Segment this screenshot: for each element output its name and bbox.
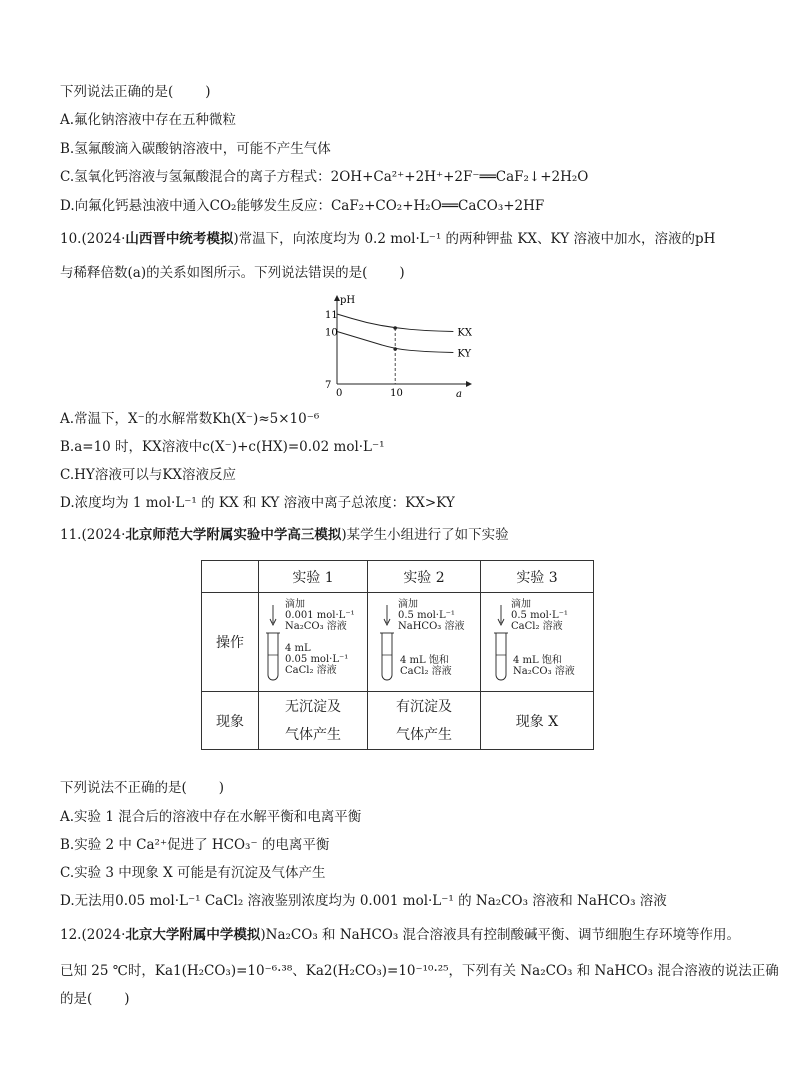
q11-option-c: C.实验 3 中现象 X 可能是有沉淀及气体产生 — [60, 865, 326, 881]
x-tick-label-10: 10 — [390, 388, 403, 399]
exp3-drop-label: 滴加 0.5 mol·L⁻¹ CaCl₂ 溶液 — [511, 599, 568, 632]
header-exp2: 实验 2 — [368, 561, 481, 593]
legend-ky: KY — [457, 348, 472, 360]
q10-stem-line1: 10.(2024·山西晋中统考模拟)常温下，向浓度均为 0.2 mol·L⁻¹ 的两种钾盐 KX、KY 溶液中加水，溶液的pH — [60, 231, 716, 247]
q11-stem: 11.(2024·北京师范大学附属实验中学高三模拟)某学生小组进行了如下实验 — [60, 527, 509, 543]
q12-stem-line1: 12.(2024·北京大学附属中学模拟)Na₂CO₃ 和 NaHCO₃ 混合溶液具有控制酸碱平衡、调节细胞生存环境等作用。 — [60, 927, 741, 943]
q9-option-c: C.氢氧化钙溶液与氢氟酸混合的离子方程式：2OH+Ca²⁺+2H⁺+2F⁻══CaF₂↓+2H₂O — [60, 169, 589, 185]
exp1-tube-label: 4 mL 0.05 mol·L⁻¹ CaCl₂ 溶液 — [285, 643, 349, 676]
y-tick-label-10: 10 — [325, 327, 338, 339]
q9-stem: 下列说法正确的是( ) — [60, 84, 211, 100]
q11-option-d: D.无法用0.05 mol·L⁻¹ CaCl₂ 溶液鉴别浓度均为 0.001 mol·L⁻¹ 的 Na₂CO₃ 溶液和 NaHCO₃ 溶液 — [60, 893, 667, 909]
exp2-tube-label: 4 mL 饱和 CaCl₂ 溶液 — [400, 655, 452, 677]
q11-source: 北京师范大学附属实验中学高三模拟 — [125, 527, 342, 543]
q11-stem2: 下列说法不正确的是( ) — [60, 780, 225, 796]
q9-option-d: D.向氟化钙悬浊液中通入CO₂能够发生反应：CaF₂+CO₂+H₂O══CaCO₃+2HF — [60, 198, 545, 214]
legend-kx: KX — [457, 327, 472, 339]
q10-option-a: A.常温下，X⁻的水解常数Kh(X⁻)≈5×10⁻⁶ — [60, 411, 320, 427]
kx-point-a10 — [393, 326, 397, 330]
ky-point-a10 — [393, 347, 397, 351]
q12-stem-line2: 已知 25 ℃时，Ka1(H₂CO₃)=10⁻⁶·³⁸、Ka2(H₂CO₃)=10⁻¹⁰·²⁵，下列有关 Na₂CO₃ 和 NaHCO₃ 混合溶液的说法正确 — [60, 963, 779, 979]
header-exp1: 实验 1 — [259, 561, 368, 593]
x-axis-label: a — [456, 389, 462, 400]
y-axis-label: pH — [340, 295, 356, 306]
table-corner — [202, 561, 259, 593]
experiment-table — [201, 560, 594, 750]
phenomenon-exp1: 无沉淀及 气体产生 — [259, 692, 368, 750]
q10-option-c: C.HY溶液可以与KX溶液反应 — [60, 467, 237, 483]
ph-dilution-chart — [315, 292, 485, 402]
q10-stem-line2: 与稀释倍数(a)的关系如图所示。下列说法错误的是( ) — [60, 265, 405, 281]
operation-exp1 — [259, 593, 368, 692]
row-label-operation: 操作 — [202, 593, 259, 692]
exp1-drop-label: 滴加 0.001 mol·L⁻¹ Na₂CO₃ 溶液 — [285, 599, 355, 632]
exp3-tube-label: 4 mL 饱和 Na₂CO₃ 溶液 — [513, 655, 575, 677]
q12-stem-line3: 的是( ) — [60, 991, 130, 1007]
q11-option-b: B.实验 2 中 Ca²⁺促进了 HCO₃⁻ 的电离平衡 — [60, 837, 330, 853]
y-tick-label-11: 11 — [325, 310, 338, 321]
q11-option-a: A.实验 1 混合后的溶液中存在水解平衡和电离平衡 — [60, 809, 362, 825]
x-tick-label-0: 0 — [336, 388, 343, 399]
q9-option-a: A.氟化钠溶液中存在五种微粒 — [60, 112, 237, 128]
operation-exp2 — [368, 593, 481, 692]
q10-source: 山西晋中统考模拟 — [125, 231, 234, 247]
exp2-drop-label: 滴加 0.5 mol·L⁻¹ NaHCO₃ 溶液 — [398, 599, 465, 632]
q10-option-b: B.a=10 时，KX溶液中c(X⁻)+c(HX)=0.02 mol·L⁻¹ — [60, 439, 385, 455]
y-tick-label-7: 7 — [325, 380, 332, 391]
q12-source: 北京大学附属中学模拟 — [125, 927, 261, 943]
phenomenon-exp2: 有沉淀及 气体产生 — [368, 692, 481, 750]
q9-option-b: B.氢氟酸滴入碳酸钠溶液中，可能不产生气体 — [60, 141, 331, 157]
q10-option-d: D.浓度均为 1 mol·L⁻¹ 的 KX 和 KY 溶液中离子总浓度：KX>KY — [60, 495, 455, 511]
operation-exp3 — [481, 593, 594, 692]
row-label-phenomenon: 现象 — [202, 692, 259, 750]
header-exp3: 实验 3 — [481, 561, 594, 593]
phenomenon-exp3: 现象 X — [481, 692, 594, 750]
